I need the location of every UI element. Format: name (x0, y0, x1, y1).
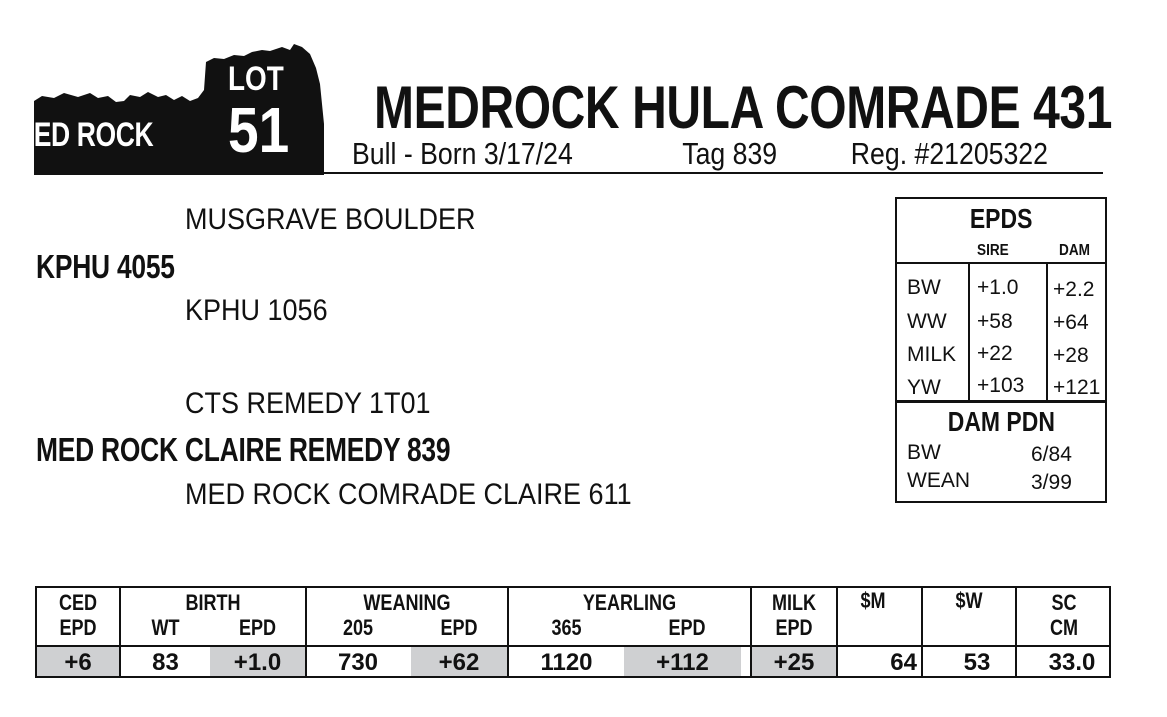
epd-trait: YW (907, 376, 941, 399)
head-ced: CED (58, 590, 98, 615)
epd-sire-value: +1.0 (977, 276, 1019, 299)
value-wean-205: 730 (337, 649, 379, 676)
pdn-value: 3/99 (1031, 471, 1072, 494)
value-year-epd: +112 (656, 649, 709, 676)
epd-dam-value: +28 (1053, 344, 1089, 367)
pedigree-sire: KPHU 4055 (36, 248, 175, 285)
pdn-value: 6/84 (1031, 443, 1072, 466)
pedigree-sire-dam: KPHU 1056 (185, 294, 328, 327)
subhead-birth-epd: EPD (238, 615, 277, 640)
header-divider (318, 172, 1103, 174)
subhead-wean-205: 205 (342, 615, 374, 640)
epd-col-divider (1046, 263, 1048, 401)
head-yearling: YEARLING (582, 590, 677, 615)
head-milk: MILK (771, 590, 817, 615)
pdn-label: BW (907, 441, 941, 464)
lot-logo (12, 44, 324, 175)
epd-sire-value: +103 (977, 374, 1025, 397)
head-weaning: WEANING (363, 590, 451, 615)
animal-name: MEDROCK HULA COMRADE 431 (374, 74, 1113, 141)
table-header-divider (37, 645, 1109, 647)
logo-brand-text: MED ROCK (12, 116, 154, 154)
sex-birthdate: Bull - Born 3/17/24 (352, 136, 573, 171)
lot-label: LOT (228, 60, 284, 98)
subhead-year-365: 365 (551, 615, 582, 640)
epds-title: EPDS (969, 203, 1033, 234)
epd-col-dam: DAM (1059, 242, 1090, 259)
value-birth-epd: +1.0 (233, 649, 282, 676)
subhead-sc-cm: CM (1049, 615, 1079, 640)
epd-dam-value: +2.2 (1053, 278, 1095, 301)
epd-dam-value: +64 (1053, 311, 1089, 334)
head-w-index: $W (955, 588, 983, 613)
animal-details (352, 138, 1048, 169)
subhead-ced-epd: EPD (59, 615, 97, 640)
registration-number: Reg. #21205322 (850, 136, 1048, 171)
epd-trait: MILK (907, 343, 957, 366)
tag-number: Tag 839 (682, 136, 778, 171)
value-w-index: 53 (963, 649, 991, 676)
value-birth-wt: 83 (152, 649, 179, 676)
pedigree-dam-sire: CTS REMEDY 1T01 (185, 387, 431, 420)
pedigree-dam-dam: MED ROCK COMRADE CLAIRE 611 (185, 478, 632, 511)
head-birth: BIRTH (185, 590, 241, 615)
subhead-wean-epd: EPD (440, 615, 478, 640)
value-m-index: 64 (890, 649, 917, 676)
epd-sire-value: +22 (977, 342, 1013, 365)
head-sc: SC (1051, 590, 1077, 615)
subhead-year-epd: EPD (668, 615, 706, 640)
epd-header-divider (897, 262, 1105, 264)
epd-dam-value: +121 (1053, 376, 1101, 399)
epd-summary-box (895, 197, 1107, 503)
epd-sire-value: +58 (977, 310, 1013, 333)
epd-pdn-divider (897, 400, 1105, 403)
head-m-index: $M (860, 588, 886, 613)
subhead-milk-epd: EPD (775, 615, 813, 640)
epd-trait: BW (907, 276, 941, 299)
subhead-birth-wt: WT (151, 615, 180, 640)
epd-trait: WW (907, 310, 947, 333)
performance-table (35, 586, 1111, 678)
epd-col-divider (968, 263, 970, 401)
value-milk-epd: +25 (773, 649, 815, 676)
value-ced-epd: +6 (64, 649, 92, 676)
epd-col-sire: SIRE (977, 242, 1009, 259)
dam-pdn-title: DAM PDN (947, 406, 1055, 437)
value-year-365: 1120 (540, 649, 593, 676)
pedigree-dam: MED ROCK CLAIRE REMEDY 839 (36, 431, 451, 468)
lot-number: 51 (228, 94, 290, 166)
pdn-label: WEAN (907, 469, 970, 492)
pedigree-sire-sire: MUSGRAVE BOULDER (185, 203, 476, 236)
value-sc-cm: 33.0 (1048, 649, 1096, 676)
value-wean-epd: +62 (438, 649, 480, 676)
